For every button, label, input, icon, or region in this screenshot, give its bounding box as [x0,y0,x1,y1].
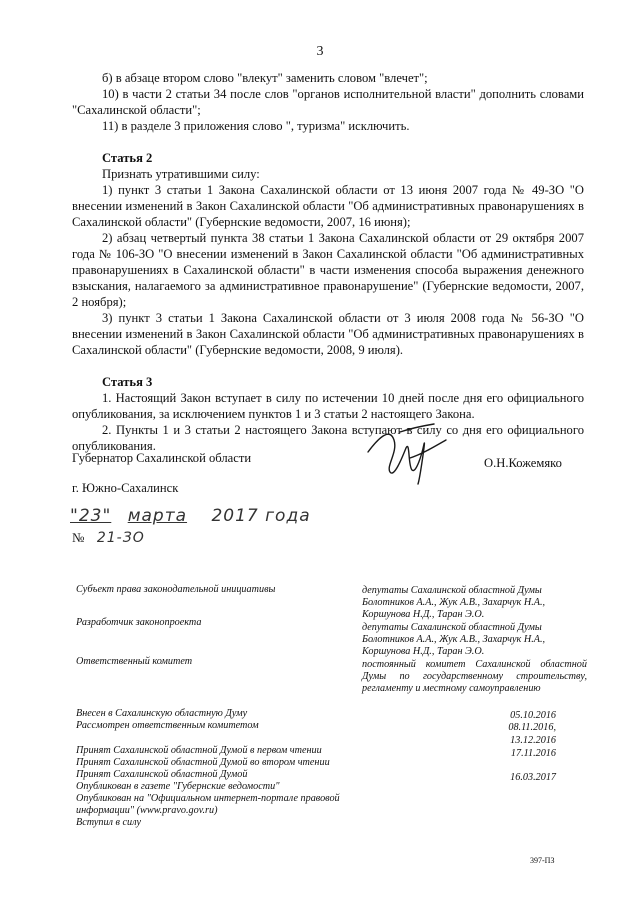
date-day: "23" [70,506,112,526]
meta-in-force-label: Вступил в силу [76,817,141,828]
meta-second-reading-label: Принят Сахалинской областной Думой во втором чтении [76,757,330,768]
meta-introduced-label: Внесен в Сахалинскую областную Думу [76,708,248,719]
meta-developer-value: депутаты Сахалинской областной Думы Болотников А.А., Жук А.В., Захарчук Н.А., Коршунова Н.Д., Таран Э.О. [362,622,546,657]
amendment-10: 10) в части 2 статьи 34 после слов "органов исполнительной власти" дополнить словами "Сахалинской области"; [72,87,584,117]
page-number: 3 [316,44,324,59]
article-3-item-2: 2. Пункты 1 и 3 статьи 2 настоящего Закона вступают в силу со дня его официального опубликования. [72,423,584,453]
article-3-heading: Статья 3 [102,375,153,389]
date-reviewed: 08.11.2016, [508,722,556,733]
law-number [72,530,145,546]
city: г. Южно-Сахалинск [72,481,179,495]
date-reviewed-2: 13.12.2016 [510,735,556,746]
article-2-item-2: 2) абзац четвертый пункта 38 статьи 1 Закона Сахалинской области от 29 октября 2007 года № 106-ЗО "О внесении изменений в Закон Сахалинской области "Об административных правонарушениях в Сахалинской области" в части изменения способа выражения денежного взыскания, налагаемого за административное правонарушение" (Губернские ведомости, 2007, 2 ноября); [72,231,584,309]
number-value: 21-ЗО [96,530,145,546]
article-2-heading: Статья 2 [102,151,153,165]
meta-developer-label: Разработчик законопроекта [76,617,202,628]
meta-portal-label: Опубликован на "Официальном интернет-портале правовой информации" (www.pravo.gov.ru) [76,793,340,816]
date-first-reading: 17.11.2016 [510,748,556,759]
meta-adopted-label: Принят Сахалинской областной Думой [76,769,248,780]
date-month: марта [127,506,188,526]
meta-first-reading-label: Принят Сахалинской областной Думой в первом чтении [76,745,322,756]
handwritten-date [70,506,311,526]
meta-committee-value: постоянный комитет Сахалинской областной Думы по государственному строительству, регламенту и местному самоуправлению [362,659,587,694]
article-3-item-1: 1. Настоящий Закон вступает в силу по истечении 10 дней после дня его официального опубликования, за исключением пунктов 1 и 3 статьи 2 настоящего Закона. [72,391,584,421]
footer-code: 397-ПЗ [530,856,555,865]
number-label: № [72,530,86,545]
amendment-b: б) в абзаце втором слово "влекут" заменить словом "влечет"; [102,71,428,85]
meta-committee-label: Ответственный комитет [76,656,193,667]
governor-title: Губернатор Сахалинской области [72,451,252,465]
date-introduced: 05.10.2016 [510,710,556,721]
meta-subject-label: Субъект права законодательной инициативы [76,584,276,595]
article-2-item-3: 3) пункт 3 статьи 1 Закона Сахалинской области от 3 июля 2008 года № 56-ЗО "О внесении изменений в Закон Сахалинской области "Об административных правонарушениях в Сахалинской области" (Губернские ведомости, 2008, 9 июля). [72,311,584,357]
date-year: 2017 года [211,506,311,526]
meta-reviewed-label: Рассмотрен ответственным комитетом [76,720,259,731]
meta-subject-value: депутаты Сахалинской областной Думы Болотников А.А., Жук А.В., Захарчук Н.А., Коршунова Н.Д., Таран Э.О. [362,585,546,620]
amendment-11: 11) в разделе 3 приложения слово ", туризма" исключить. [102,119,410,133]
article-2-item-1: 1) пункт 3 статьи 1 Закона Сахалинской области от 13 июня 2007 года № 49-ЗО "О внесении изменений в Закон Сахалинской области "Об административных правонарушениях в Сахалинской области" (Губернские ведомости, 2007, 16 июня); [72,183,584,229]
governor-name: О.Н.Кожемяко [484,456,562,470]
article-2-intro: Признать утратившими силу: [102,167,260,181]
date-published: 16.03.2017 [510,772,556,783]
meta-newspaper-label: Опубликован в газете "Губернские ведомости" [76,781,280,792]
handwritten-signature [360,418,470,488]
document-body [72,70,584,454]
